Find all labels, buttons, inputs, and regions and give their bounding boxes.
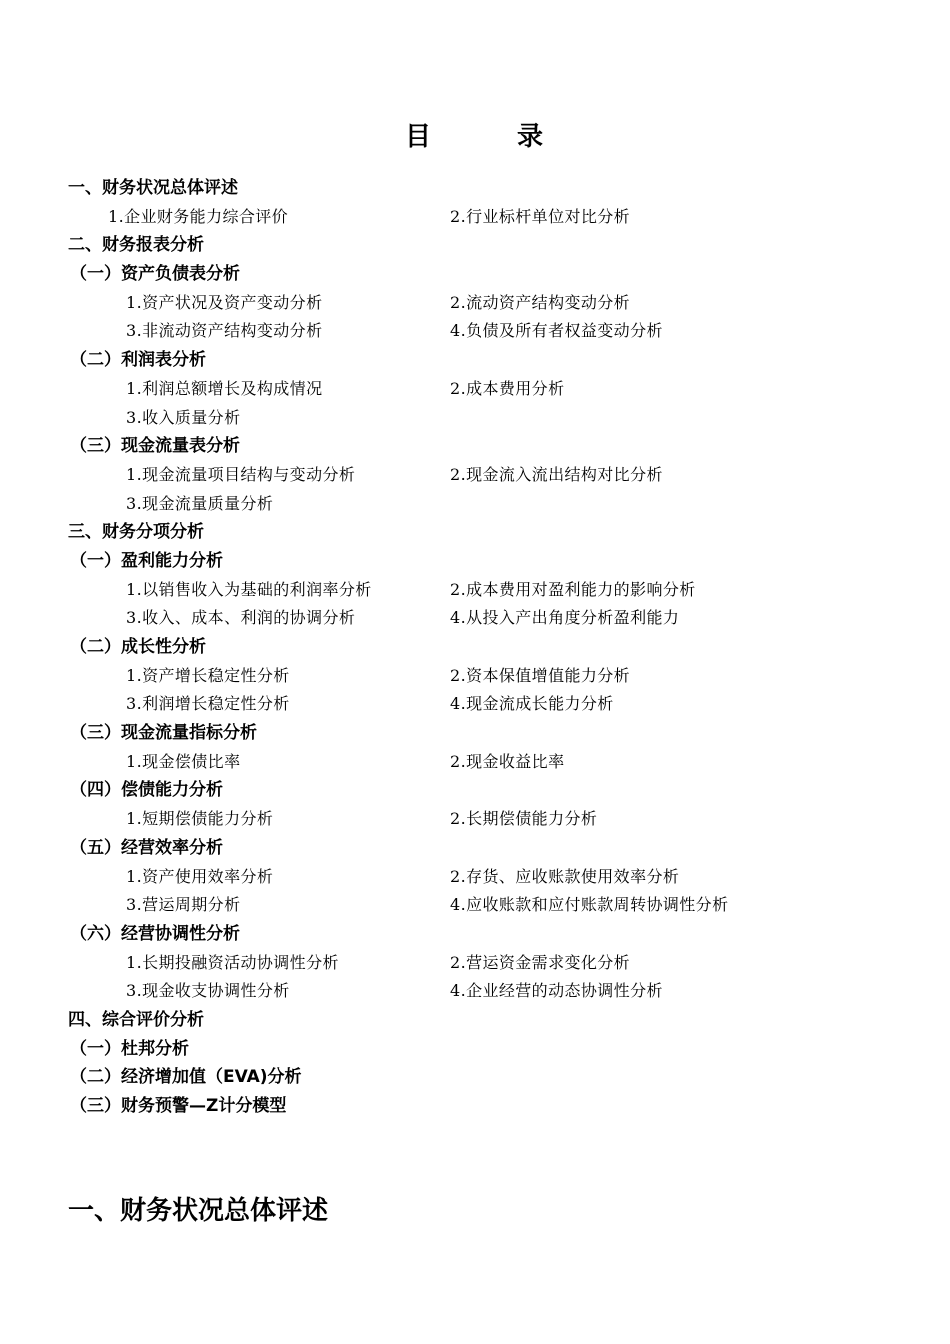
toc-subitem[interactable]: 3.利润增长稳定性分析 <box>126 694 290 714</box>
toc-subitem[interactable]: 4.从投入产出角度分析盈利能力 <box>450 608 680 628</box>
toc-chapter[interactable]: 四、综合评价分析 <box>68 1009 204 1030</box>
toc-subitem[interactable]: 1.以销售收入为基础的利润率分析 <box>126 579 372 599</box>
toc-subitem[interactable]: 2.现金流入流出结构对比分析 <box>450 464 663 484</box>
toc-subitem[interactable]: 3.收入质量分析 <box>126 407 241 427</box>
toc-chapter[interactable]: 二、财务报表分析 <box>68 235 204 256</box>
toc-subitem-row <box>68 490 888 519</box>
toc-subitem[interactable]: 4.负债及所有者权益变动分析 <box>450 321 663 341</box>
toc-subitem[interactable]: 1.资产使用效率分析 <box>126 866 274 886</box>
toc-subitem[interactable]: 1.现金流量项目结构与变动分析 <box>126 464 356 484</box>
section-heading: 一、财务状况总体评述 <box>68 1196 329 1226</box>
toc-subitem[interactable]: 1.短期偿债能力分析 <box>126 809 274 829</box>
toc-subitem[interactable]: 2.长期偿债能力分析 <box>450 809 598 829</box>
toc-subitem-row <box>68 977 888 1006</box>
toc-section[interactable]: （三）财务预警—Z计分模型 <box>70 1096 287 1116</box>
toc-section[interactable]: （二）利润表分析 <box>70 350 206 371</box>
toc-subitem-row <box>68 576 888 605</box>
toc-subitem-row <box>68 863 888 892</box>
toc-subitem[interactable]: 4.现金流成长能力分析 <box>450 694 614 714</box>
toc-section[interactable]: （三）现金流量表分析 <box>70 436 240 457</box>
toc-section[interactable]: （四）偿债能力分析 <box>70 780 223 801</box>
toc-subitem-row <box>68 748 888 777</box>
toc-subitem-row <box>68 289 888 318</box>
toc-subitem[interactable]: 3.现金收支协调性分析 <box>126 981 290 1001</box>
toc-subitem-row <box>68 949 888 978</box>
toc-subitem[interactable]: 2.流动资产结构变动分析 <box>450 292 631 312</box>
toc-title-char-1: 目 <box>404 122 433 152</box>
toc-subitem-row <box>68 662 888 691</box>
toc-section[interactable]: （二）成长性分析 <box>70 637 206 657</box>
toc-title-char-2: 录 <box>516 122 545 152</box>
toc-chapter[interactable]: 三、财务分项分析 <box>68 522 204 543</box>
toc-subitem[interactable]: 1.利润总额增长及构成情况 <box>126 378 323 398</box>
toc-section[interactable]: （二）经济增加值（EVA)分析 <box>70 1067 302 1088</box>
toc-subitem-row <box>68 317 888 346</box>
toc-subitem[interactable]: 3.非流动资产结构变动分析 <box>126 321 323 341</box>
toc-subitem-row <box>68 690 888 719</box>
toc-subitem[interactable]: 3.营运周期分析 <box>126 895 241 915</box>
toc-subitem-row <box>68 375 888 404</box>
toc-subitem[interactable]: 3.收入、成本、利润的协调分析 <box>126 608 356 628</box>
toc-title <box>0 116 950 153</box>
toc-subitem[interactable]: 1.资产状况及资产变动分析 <box>126 292 323 312</box>
toc-subitem[interactable]: 3.现金流量质量分析 <box>126 493 274 513</box>
toc-subitem[interactable]: 1.资产增长稳定性分析 <box>126 665 290 685</box>
toc-subitem[interactable]: 2.现金收益比率 <box>450 751 565 771</box>
toc-subitem[interactable]: 2.成本费用对盈利能力的影响分析 <box>450 579 696 599</box>
toc-subitem[interactable]: 2.行业标杆单位对比分析 <box>450 206 631 226</box>
toc-subitem[interactable]: 4.应收账款和应付账款周转协调性分析 <box>450 895 729 915</box>
toc-subitem-row <box>68 891 888 920</box>
table-of-contents <box>68 174 888 1121</box>
toc-subitem[interactable]: 1.长期投融资活动协调性分析 <box>126 952 339 972</box>
toc-section[interactable]: （一）盈利能力分析 <box>70 550 223 571</box>
toc-subitem-row <box>68 461 888 490</box>
toc-subitem[interactable]: 4.企业经营的动态协调性分析 <box>450 981 663 1001</box>
toc-subitem-row <box>68 203 888 232</box>
toc-subitem-row <box>68 604 888 633</box>
toc-subitem[interactable]: 1.现金偿债比率 <box>126 751 241 771</box>
toc-subitem[interactable]: 2.存货、应收账款使用效率分析 <box>450 866 680 886</box>
toc-section[interactable]: （三）现金流量指标分析 <box>70 723 257 744</box>
toc-subitem-row <box>68 404 888 433</box>
toc-subitem[interactable]: 1.企业财务能力综合评价 <box>108 206 289 226</box>
toc-subitem[interactable]: 2.成本费用分析 <box>450 378 565 398</box>
toc-subitem[interactable]: 2.资本保值增值能力分析 <box>450 665 631 685</box>
toc-chapter[interactable]: 一、财务状况总体评述 <box>68 178 238 198</box>
toc-section[interactable]: （六）经营协调性分析 <box>70 923 240 944</box>
toc-subitem[interactable]: 2.营运资金需求变化分析 <box>450 952 631 972</box>
toc-subitem-row <box>68 805 888 834</box>
toc-section[interactable]: （一）资产负债表分析 <box>70 264 240 285</box>
toc-section[interactable]: （一）杜邦分析 <box>70 1038 189 1059</box>
toc-section[interactable]: （五）经营效率分析 <box>70 837 223 858</box>
